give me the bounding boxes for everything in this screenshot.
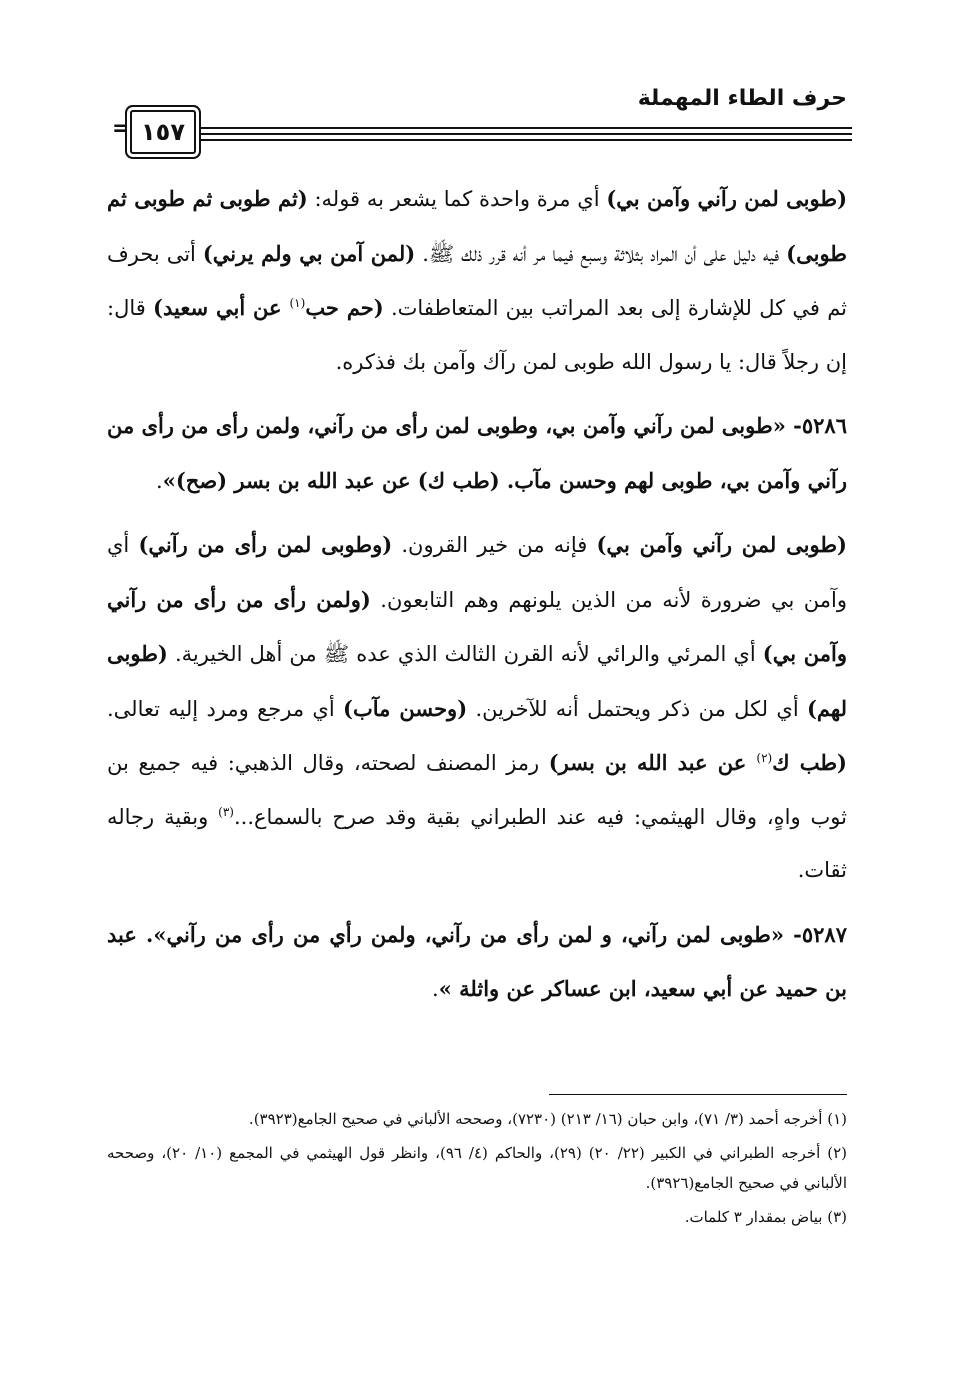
footnote-marker[interactable]: (٣) (218, 804, 234, 819)
footnote-marker[interactable]: (٢) (756, 751, 773, 765)
hadith-5287 (107, 908, 847, 1017)
commentary-text: أي وآمن بي ضرورة لأنه من الذين يلونهم وهم التابعون. (107, 533, 847, 612)
footnote-marker[interactable]: (١) (289, 296, 306, 310)
page-number: ١٥٧ (141, 118, 185, 146)
commentary-text: أي لكل من ذكر ويحتمل أنه للآخرين. (467, 696, 807, 721)
header-ornament: = (112, 116, 131, 141)
source-ref: (طب ك (772, 750, 847, 775)
quote: (ثم طوبى ثم طوبى ثم طوبى) (107, 186, 848, 266)
commentary-text: رمز المصنف لصحته، وقال الذهبي: فيه جميع بن ثوب واهٍ، وقال الهيثمي: فيه عند الطبراني بقية وقد صرح بالسماع... (107, 751, 847, 829)
quote: (طوبى لمن رآني وآمن بي) (606, 186, 848, 211)
header-line (200, 133, 852, 135)
commentary-text: أتى بحرف ثم في كل للإشارة إلى بعد المراتب بين المتعاطفات. (107, 241, 848, 320)
header-line (200, 127, 852, 129)
source-ref: عن أبي سعيد) (153, 295, 290, 320)
source-ref: (حم حب (305, 295, 384, 320)
quote: (طوبى لمن رآني وآمن بي) (596, 532, 847, 557)
commentary-text: أي مرة واحدة كما يشعر به قوله: (307, 187, 607, 211)
commentary-text: فإنه من خير القرون. (392, 533, 597, 557)
footnote-2: (٢) أخرجه الطبراني في الكبير (٢٢/ ٢٠) (٢٩)، والحاكم (٤/ ٩٦)، وانظر قول الهيثمي في المجمع (١٠/ ٢٠)، وصححه الألباني في صحيح الجامع(٣٩٢٦). (107, 1144, 847, 1192)
footnote-separator (549, 1094, 847, 1095)
hadith-text: ٥٢٨٦- «طوبى لمن رآني وآمن بي، وطوبى لمن رأى من رآني، ولمن رأى من رأى من رآني وآمن بي، طوبى لهم وحسن مآب. (طب ك) عن عبد الله بن بسر (صح)» (106, 413, 847, 493)
quote: (وحسن مآب) (343, 695, 468, 721)
commentary-text: قال: إن رجلاً قال: يا رسول الله طوبى لمن رآك وآمن بك فذكره. (107, 296, 847, 374)
commentary-text: فيه دليل على أن المراد بثلاثة وسبع فيما مر أنه قرر ذلك ﷺ. (415, 241, 787, 266)
hadith-text: ٥٢٨٧- «طوبى لمن رآني، و لمن رأى من رآني، ولمن رأي من رأى من رآني». عبد بن حميد عن أبي سعيد، ابن عساكر عن واثلة » (107, 921, 847, 1001)
quote: (لمن آمن بي ولم يرني) (202, 240, 416, 266)
hadith-5286 (107, 399, 847, 508)
punctuation: . (156, 468, 163, 493)
footnote-1: (١) أخرجه أحمد (٣/ ٧١)، وابن حبان (١٦/ ٢١٣) (٧٢٣٠)، وصححه الألباني في صحيح الجامع(٣٩٢٣). (248, 1110, 847, 1128)
quote: (وطوبى لمن رأى من رآني) (138, 532, 393, 557)
header-rule (112, 100, 852, 160)
source-ref: عن عبد الله بن بسر) (548, 750, 757, 775)
punctuation: . (432, 977, 439, 1001)
commentary-text: وبقية رجاله ثقات. (107, 804, 847, 882)
running-title: حرف الطاء المهملة (637, 86, 847, 111)
footnote-3: (٣) بياض بمقدار ٣ كلمات. (684, 1208, 847, 1226)
commentary-paragraph-1 (107, 172, 847, 389)
commentary-text: أي مرجع ومرد إليه تعالى. (107, 696, 344, 721)
header-line (200, 139, 852, 141)
page-number-box (130, 110, 196, 154)
commentary-paragraph-2 (107, 518, 847, 898)
main-text (107, 172, 847, 1017)
footnotes (107, 1104, 847, 1236)
quote: (ولمن رأى من رأى من رآني وآمن بي) (107, 586, 847, 666)
commentary-text: أي المرئي والرائي لأنه القرن الثالث الذي عده ﷺ من أهل الخيرية. (167, 642, 763, 666)
quote: (طوبى لهم) (107, 641, 847, 721)
